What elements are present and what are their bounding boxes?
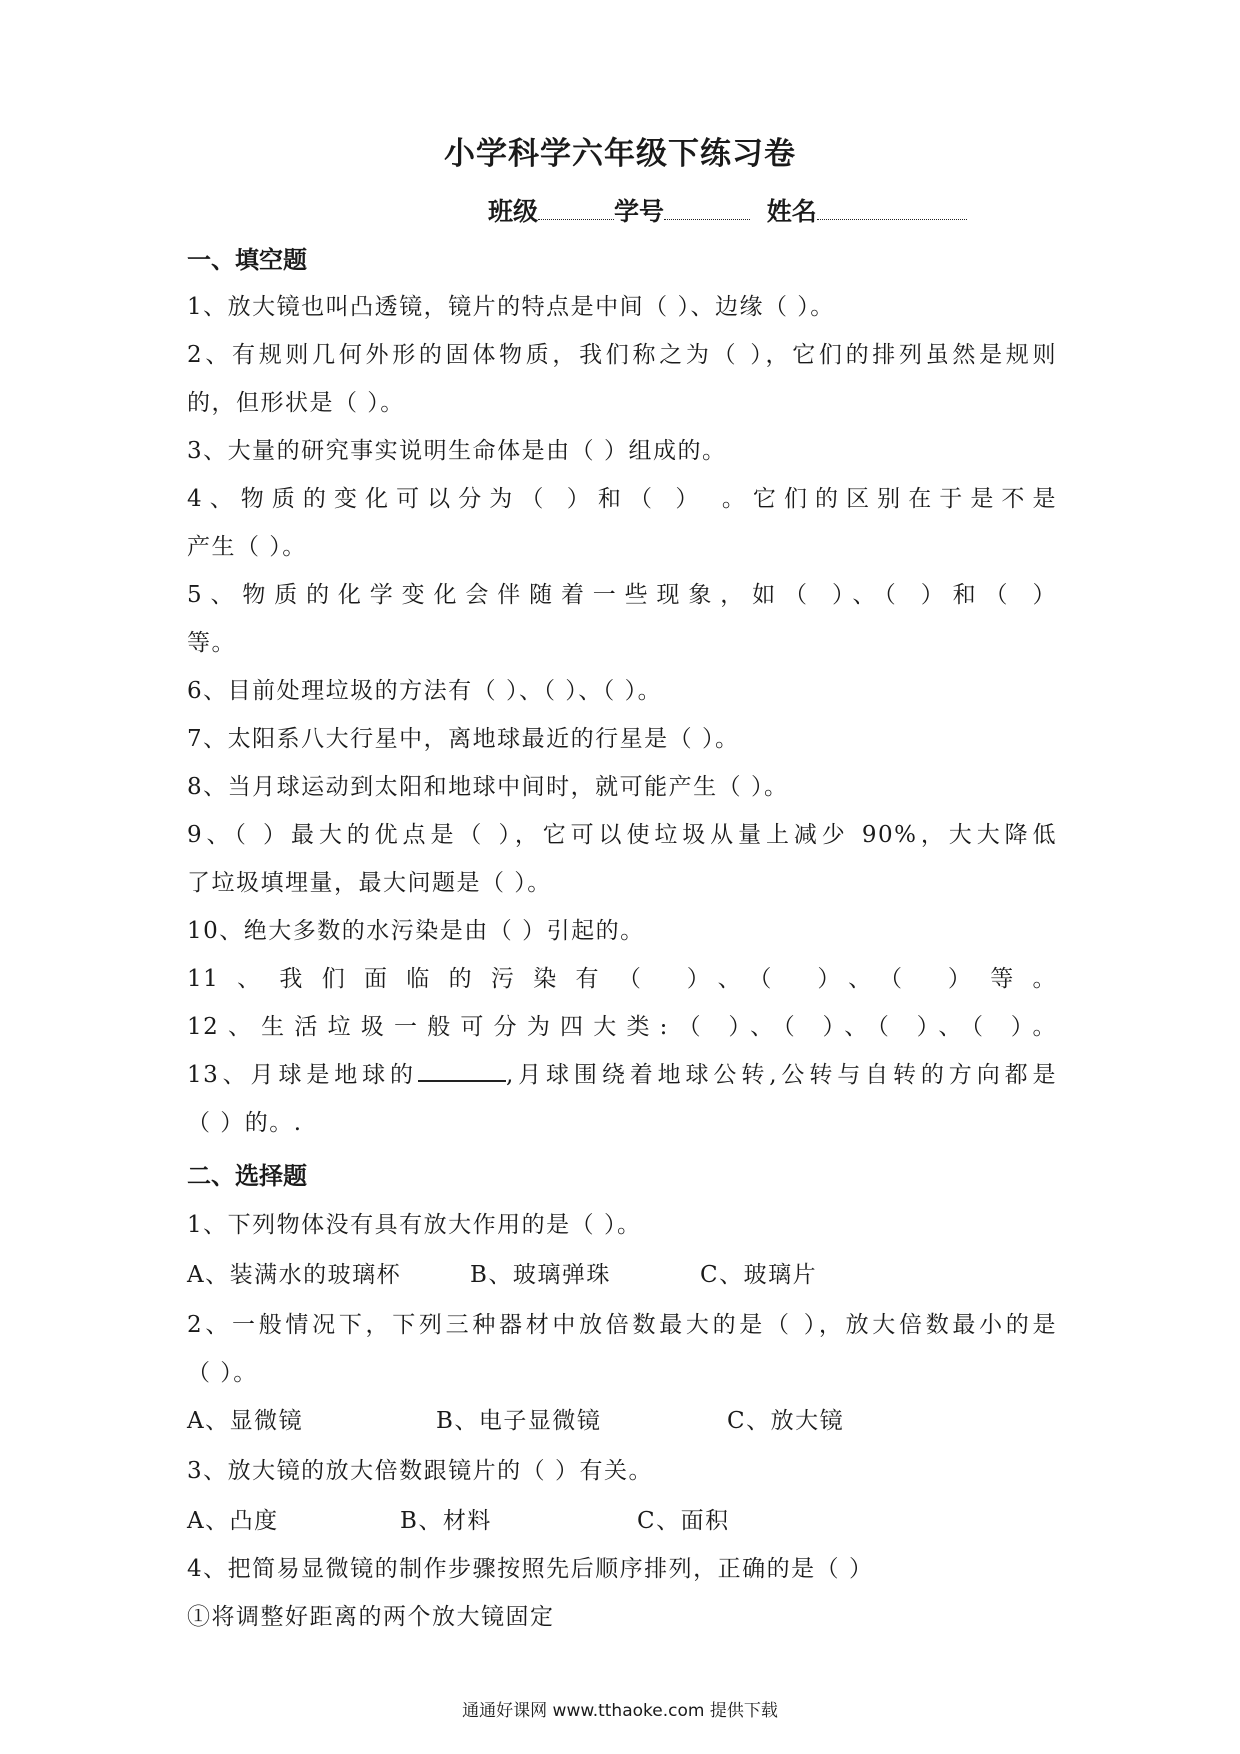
fill-blank-q8: 8、当月球运动到太阳和地球中间时，就可能产生（ ）。 — [187, 774, 789, 800]
fill-blank-q5-line1: 5、物质的化学变化会伴随着一些现象，如（ ）、（ ）和（ ） — [187, 582, 1057, 608]
choice-q2-option-a: A、显微镜 — [187, 1408, 304, 1434]
fill-blank-q5-line2: 等。 — [187, 630, 236, 656]
q13-underline-blank[interactable] — [418, 1058, 506, 1082]
fill-blank-q1: 1、放大镜也叫凸透镜，镜片的特点是中间（ ）、边缘（ ）。 — [187, 294, 835, 320]
number-label: 学号 — [614, 197, 665, 226]
fill-blank-q3: 3、大量的研究事实说明生命体是由（ ）组成的。 — [187, 438, 727, 464]
name-label: 姓名 — [766, 197, 817, 226]
fill-blank-q10: 10、绝大多数的水污染是由（ ）引起的。 — [187, 918, 645, 944]
choice-q1-option-a: A、装满水的玻璃杯 — [187, 1262, 402, 1288]
footer-source: 通通好课网 www.tthaoke.com 提供下载 — [462, 1701, 778, 1721]
fill-blank-q13-line1 — [187, 1056, 1057, 1089]
q13-prefix: 13、月球是地球的 — [187, 1062, 418, 1088]
fill-blank-q9-line2: 了垃圾填埋量，最大问题是（ ）。 — [187, 870, 552, 896]
choice-q2-line1: 2、一般情况下，下列三种器材中放倍数最大的是（ ），放大倍数最小的是 — [187, 1312, 1057, 1338]
choice-q2-option-c: C、放大镜 — [727, 1408, 845, 1434]
fill-blank-q4-line2: 产生（ ）。 — [187, 534, 307, 560]
choice-q3: 3、放大镜的放大倍数跟镜片的（ ）有关。 — [187, 1458, 653, 1484]
fill-blank-q13-line2: （ ）的。. — [187, 1110, 303, 1136]
fill-blank-q2-line1: 2、有规则几何外形的固体物质，我们称之为（ ），它们的排列虽然是规则 — [187, 342, 1057, 368]
choice-q2-option-b: B、电子显微镜 — [436, 1408, 602, 1434]
choice-q4: 4、把简易显微镜的制作步骤按照先后顺序排列，正确的是（ ） — [187, 1556, 874, 1582]
class-blank[interactable] — [538, 197, 614, 220]
fill-blank-q2-line2: 的，但形状是（ ）。 — [187, 390, 405, 416]
class-label: 班级 — [488, 197, 539, 226]
choice-q3-option-a: A、凸度 — [187, 1508, 279, 1534]
choice-q2-line2: （ ）。 — [187, 1360, 258, 1386]
student-info — [488, 192, 967, 228]
choice-q1-option-b: B、玻璃弹珠 — [470, 1262, 611, 1288]
section-choice-heading: 二、选择题 — [187, 1162, 307, 1190]
choice-q3-option-b: B、材料 — [400, 1508, 492, 1534]
fill-blank-q7: 7、太阳系八大行星中，离地球最近的行星是（ ）。 — [187, 726, 740, 752]
choice-q1-option-c: C、玻璃片 — [700, 1262, 818, 1288]
number-blank[interactable] — [664, 197, 750, 220]
name-blank[interactable] — [817, 197, 967, 220]
fill-blank-q6: 6、目前处理垃圾的方法有（ ）、（ ）、（ ）。 — [187, 678, 663, 704]
section-fill-blank-heading: 一、填空题 — [187, 246, 307, 274]
page-title: 小学科学六年级下练习卷 — [444, 136, 796, 172]
fill-blank-q4-line1: 4、物质的变化可以分为（ ）和（ ） 。它们的区别在于是不是 — [187, 486, 1057, 512]
fill-blank-q11: 11、我们面临的污染有（ ）、（ ）、（ ）等。 — [187, 966, 1057, 992]
choice-q3-option-c: C、面积 — [637, 1508, 730, 1534]
fill-blank-q9-line1: 9、（ ）最大的优点是（ ），它可以使垃圾从量上减少 90%，大大降低 — [187, 822, 1057, 848]
choice-q1: 1、下列物体没有具有放大作用的是（ ）。 — [187, 1212, 642, 1238]
q13-suffix: ,月球围绕着地球公转,公转与自转的方向都是 — [505, 1062, 1057, 1088]
fill-blank-q12: 12、生活垃圾一般可分为四大类:（ ）、（ ）、（ ）、（ ）。 — [187, 1014, 1057, 1040]
choice-q4-step1: ①将调整好距离的两个放大镜固定 — [187, 1604, 555, 1630]
